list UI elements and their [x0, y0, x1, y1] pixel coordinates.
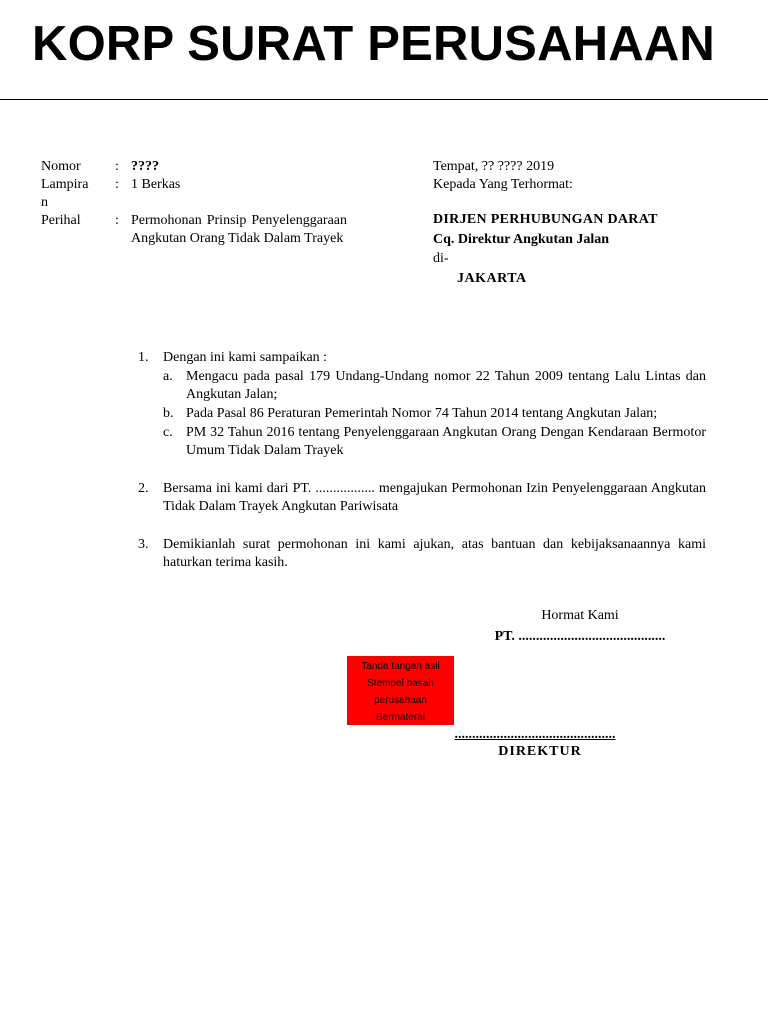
- perihal-colon: :: [115, 213, 119, 228]
- lampiran-label-line-1: Lampira: [41, 177, 89, 192]
- stamp-line-4: Bermaterai: [376, 712, 425, 723]
- sub-item-a: [163, 368, 706, 404]
- stamp-line-1: Tanda tangan asli: [361, 661, 440, 672]
- perihal-label: Perihal: [41, 213, 81, 228]
- stamp-line-2: Stempel basah: [367, 678, 434, 689]
- nomor-value: ????: [131, 159, 159, 174]
- sub-item-a-text: Mengacu pada pasal 179 Undang-Undang nomor 22 Tahun 2009 tentang Lalu Lintas dan Angkutan Jalan;: [186, 369, 706, 402]
- recipient-name: DIRJEN PERHUBUNGAN DARAT: [433, 212, 658, 227]
- sub-item-a-letter: a.: [163, 369, 173, 384]
- letterhead-rule: [0, 99, 768, 100]
- closing-company: PT. ..........................................: [494, 629, 666, 644]
- meta-row-nomor: [41, 158, 361, 176]
- signature-stamp-placeholder: [347, 656, 454, 725]
- signatory-title: DIREKTUR: [498, 744, 582, 759]
- nomor-label: Nomor: [41, 159, 81, 174]
- recipient-cq: Cq. Direktur Angkutan Jalan: [433, 232, 610, 247]
- letter-body: [138, 349, 706, 592]
- item-3-number: 3.: [138, 537, 149, 552]
- closing-regards: Hormat Kami: [541, 608, 619, 623]
- item-2-text: Bersama ini kami dari PT. ................. mengajukan Permohonan Izin Penyelenggaraan Angkutan Tidak Dalam Trayek Angkutan Pariwisata: [163, 481, 706, 514]
- meta-row-perihal: [41, 212, 361, 248]
- body-item-2: [138, 480, 706, 516]
- body-item-3: [138, 536, 706, 572]
- body-item-1: [138, 349, 706, 460]
- sub-item-b: [163, 405, 706, 423]
- sub-item-b-text: Pada Pasal 86 Peraturan Pemerintah Nomor 74 Tahun 2014 tentang Angkutan Jalan;: [186, 406, 658, 421]
- sub-item-c: [163, 424, 706, 460]
- item-3-text: Demikianlah surat permohonan ini kami ajukan, atas bantuan dan kebijaksanaannya kami haturkan terima kasih.: [163, 537, 706, 570]
- closing-block: [420, 607, 740, 646]
- nomor-colon: :: [115, 159, 119, 174]
- sub-item-c-letter: c.: [163, 425, 173, 440]
- lampiran-value: 1 Berkas: [131, 177, 181, 192]
- letter-meta: [41, 158, 361, 248]
- recipient-block: [433, 158, 733, 288]
- item-1-text: Dengan ini kami sampaikan :: [163, 350, 328, 365]
- recipient-di: di-: [433, 251, 449, 266]
- item-2-number: 2.: [138, 481, 149, 496]
- meta-row-lampiran: [41, 176, 361, 212]
- lampiran-colon: :: [115, 177, 119, 192]
- stamp-line-3: perusahaan: [374, 695, 427, 706]
- lampiran-label: [41, 176, 101, 212]
- letterhead: [0, 0, 768, 100]
- sub-item-b-letter: b.: [163, 406, 174, 421]
- sub-item-c-text: PM 32 Tahun 2016 tentang Penyelenggaraan Angkutan Orang Dengan Kendaraan Bermotor Umum Tidak Dalam Trayek: [186, 425, 706, 458]
- lampiran-label-line-2: n: [41, 195, 48, 210]
- item-1-number: 1.: [138, 350, 149, 365]
- perihal-value: Permohonan Prinsip Penyelenggaraan Angkutan Orang Tidak Dalam Trayek: [131, 213, 347, 246]
- signature-line: ..............................................: [454, 727, 616, 742]
- recipient-city: JAKARTA: [457, 271, 527, 286]
- recipient-greeting: Kepada Yang Terhormat:: [433, 177, 573, 192]
- letterhead-title: KORP SURAT PERUSAHAAN: [32, 17, 715, 71]
- place-date: Tempat, ?? ???? 2019: [433, 159, 555, 174]
